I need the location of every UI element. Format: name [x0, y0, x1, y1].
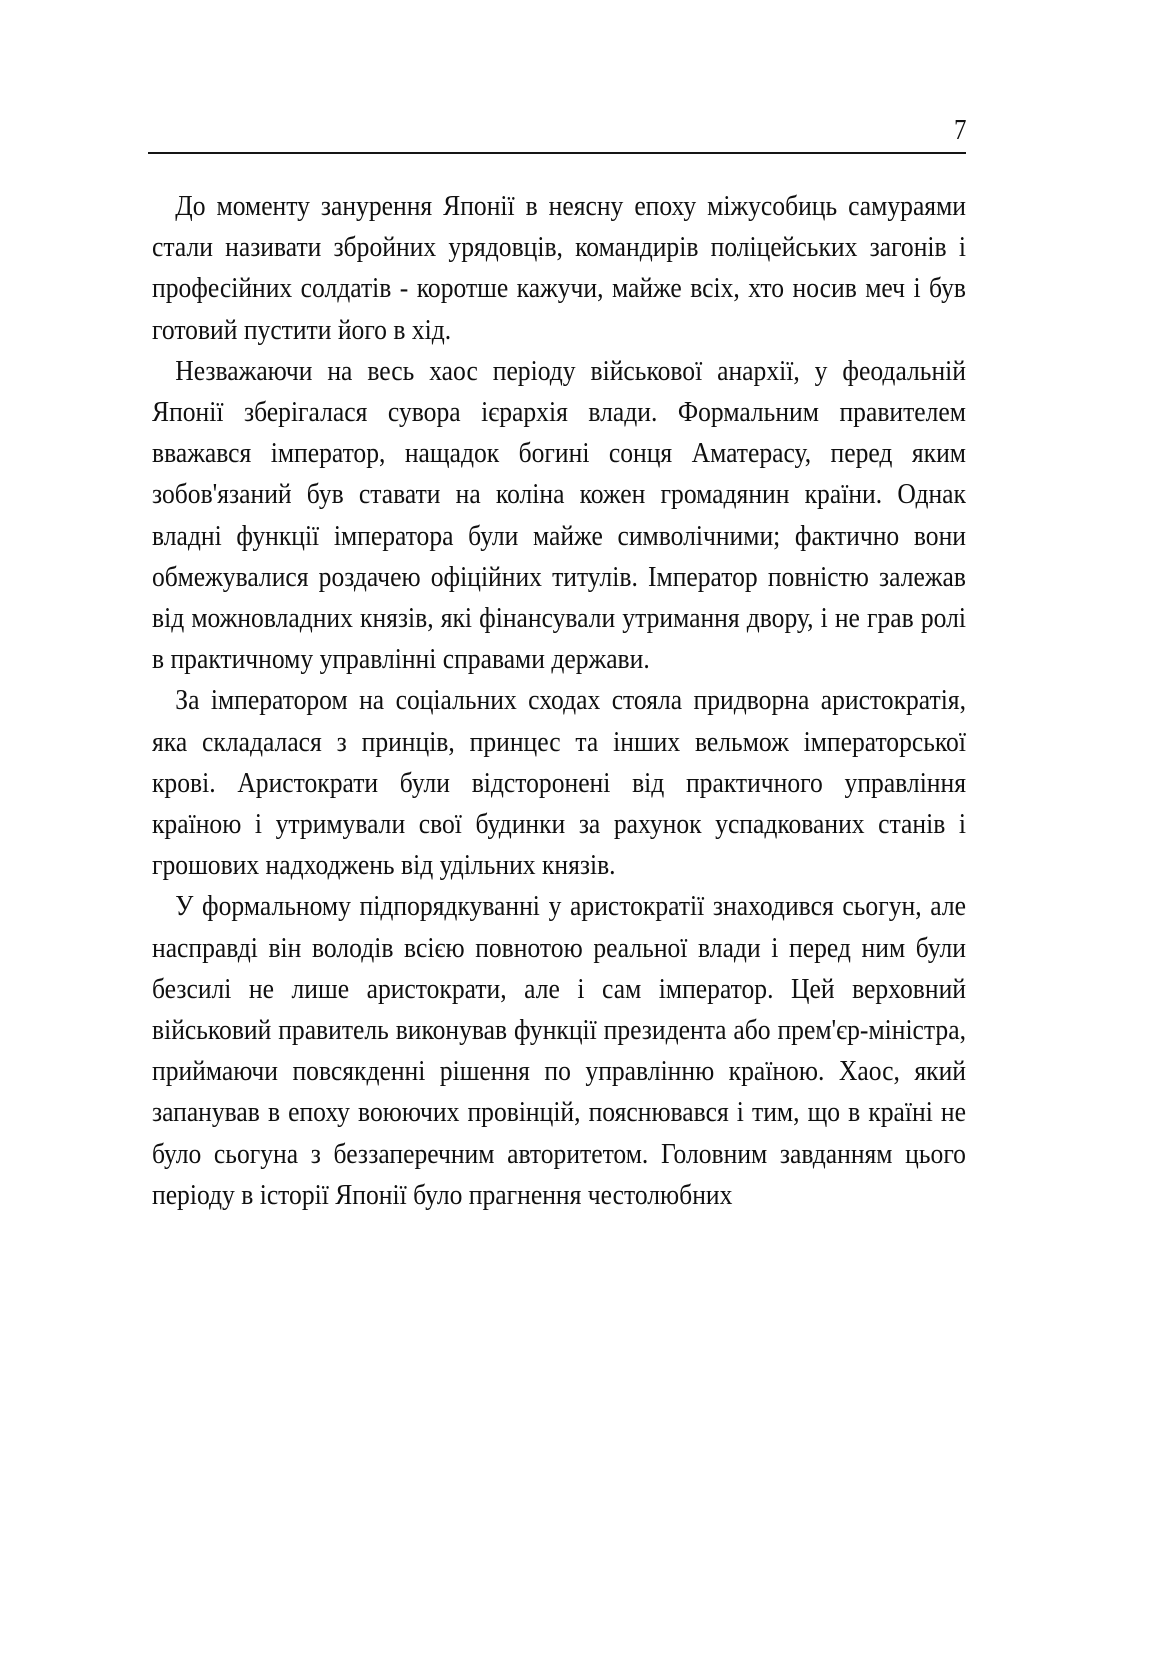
- header-rule: [148, 152, 966, 154]
- paragraph-text: Незважаючи на весь хаос періоду військової анархії, у феодальній Японії зберігалася сувора ієрархія влади. Формальним правителем вважався імператор, нащадок богині сонця Аматерасу, перед яким зобов'язаний був ставати на коліна кожен громадянин країни. Однак владні функції імператора були майже символічними; фактично вони обмежувалися роздачею офіційних титулів. Імператор повністю залежав від можновладних князів, які фінансували утримання двору, і не грав ролі в практичному управлінні справами держави.: [152, 355, 966, 676]
- paragraph: [152, 680, 966, 886]
- paragraph-text: До моменту занурення Японії в неясну епоху міжусобиць самураями стали називати збройних урядовців, командирів поліцейських загонів і професійних солдатів - коротше кажучи, майже всіх, хто носив меч і був готовий пустити його в хід.: [152, 191, 966, 346]
- paragraph-text: За імператором на соціальних сходах стояла придворна аристократія, яка складалася з принців, принцес та інших вельмож імператорської крові. Аристократи були відсторонені від практичного управління країною і утримували свої будинки за рахунок успадкованих станів і грошових надходжень від удільних князів.: [152, 685, 966, 882]
- body-text-block: [152, 186, 966, 1216]
- paragraph: [152, 351, 966, 681]
- paragraph-text: У формальному підпорядкуванні у аристократії знаходився сьогун, але насправді він володів всією повнотою реальної влади і перед ним були безсилі не лише аристократи, але і сам імператор. Цей верховний військовий правитель виконував функції президента або прем'єр-міністра, приймаючи повсякденні рішення по управлінню країною. Хаос, який запанував в епоху воюючих провінцій, пояснювався і тим, що в країні не було сьогуна з беззаперечним авторитетом. Головним завданням цього періоду в історії Японії було прагнення честолюбних: [152, 891, 966, 1211]
- paragraph: [152, 186, 966, 351]
- paragraph: [152, 886, 966, 1216]
- page-number: 7: [953, 114, 966, 146]
- page-header: [148, 108, 966, 154]
- folio-row: [148, 108, 966, 152]
